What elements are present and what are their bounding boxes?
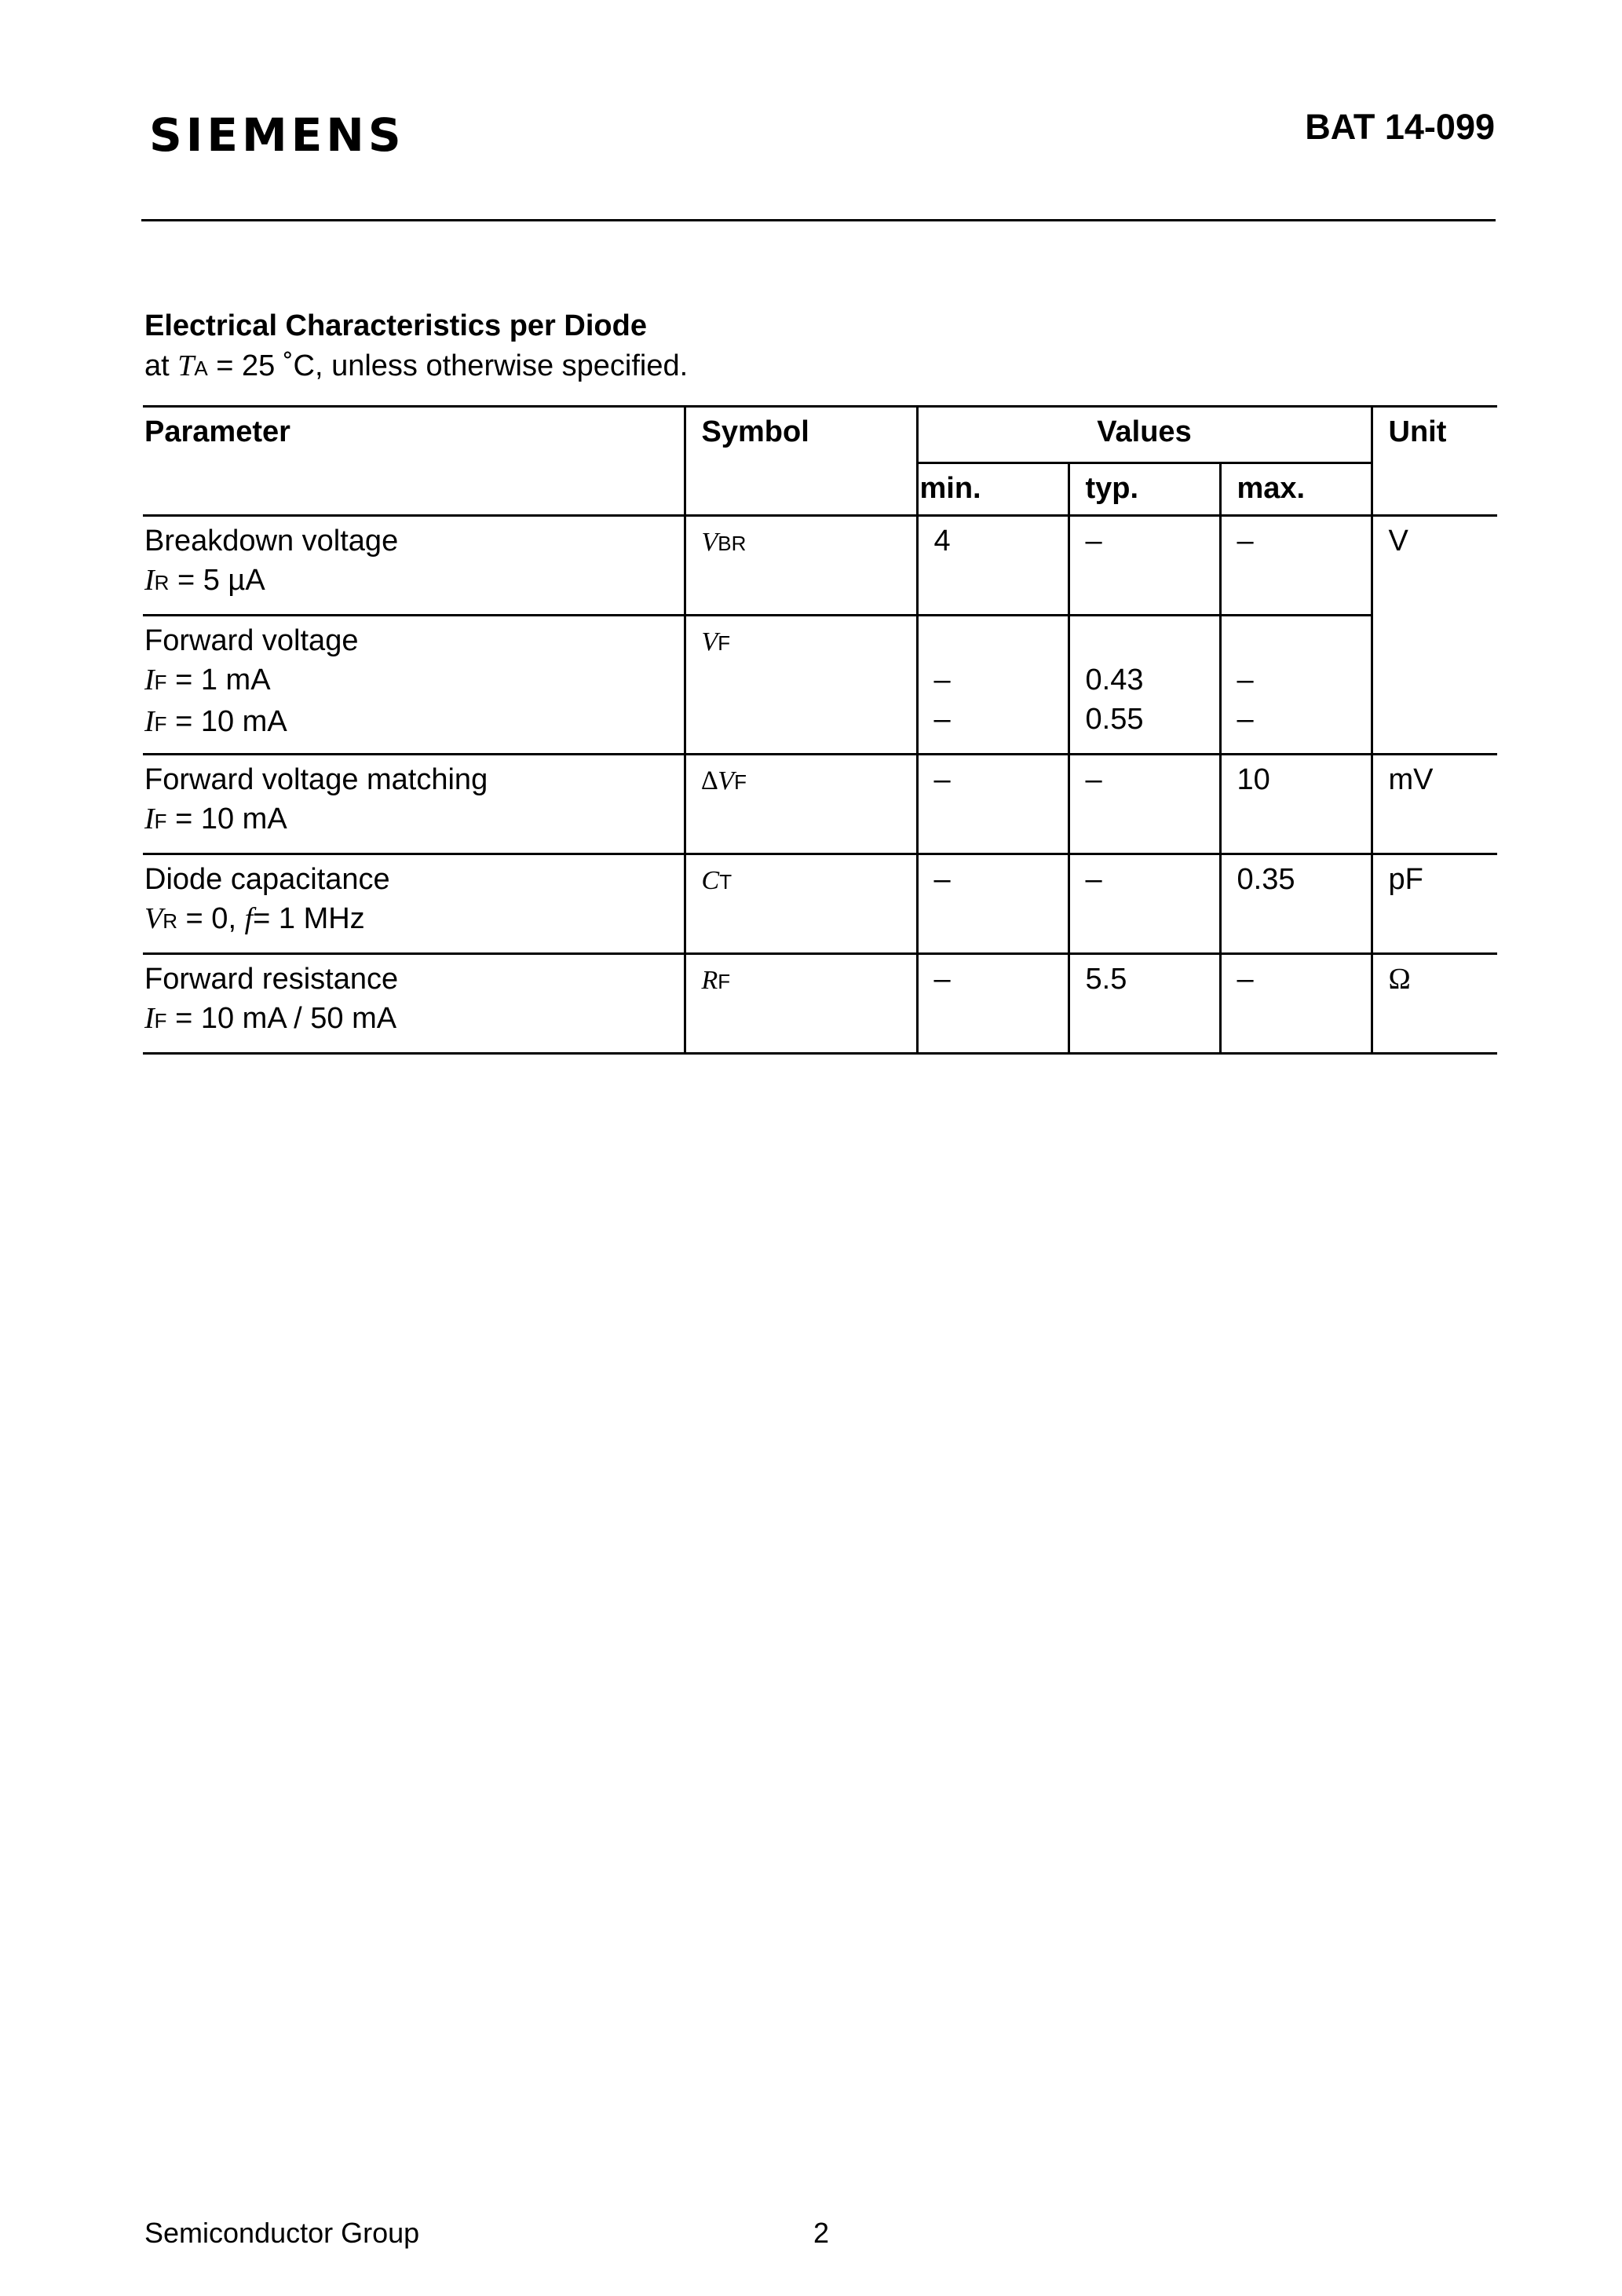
subtitle-prefix: at <box>144 349 178 382</box>
symbol-cell: VF <box>685 616 917 755</box>
condition-line: IF = 10 mA / 50 mA <box>144 1002 397 1035</box>
max-cell: – <box>1220 954 1372 1054</box>
footer-group: Semiconductor Group <box>144 2217 420 2249</box>
header-values: Values <box>917 407 1372 463</box>
table-row <box>143 755 1497 854</box>
parameter-cell <box>143 616 685 755</box>
table-row <box>143 954 1497 1054</box>
min-cell: 4 <box>917 516 1069 616</box>
unit-cell: V <box>1372 516 1497 755</box>
typ-cell: – <box>1069 755 1220 854</box>
symbol-cell: RF <box>685 954 917 1054</box>
max-cell: – <box>1220 516 1372 616</box>
condition-line: IR = 5 µA <box>144 564 265 597</box>
table-row <box>143 616 1497 755</box>
header-parameter: Parameter <box>143 407 685 516</box>
header-max: max. <box>1220 462 1372 515</box>
subtitle-suffix: = 25 ˚C, unless otherwise specified. <box>207 349 689 382</box>
condition-line: VR = 0, f= 1 MHz <box>144 902 365 935</box>
min-cell: – – <box>917 616 1069 755</box>
typ-cell: 5.5 <box>1069 954 1220 1054</box>
table-row <box>143 854 1497 954</box>
parameter-cell <box>143 755 685 854</box>
siemens-logo: SIEMENS <box>149 108 405 162</box>
min-cell: – <box>917 854 1069 954</box>
condition-line: IF = 1 mA <box>144 664 271 696</box>
symbol-cell: VBR <box>685 516 917 616</box>
max-cell: 10 <box>1220 755 1372 854</box>
parameter-name: Forward resistance <box>144 963 399 996</box>
parameter-cell <box>143 854 685 954</box>
max-cell: – – <box>1220 616 1372 755</box>
header-unit: Unit <box>1372 407 1497 516</box>
min-cell: – <box>917 954 1069 1054</box>
parameter-cell <box>143 516 685 616</box>
subtitle-symbol: TA <box>177 349 208 382</box>
header-min: min. <box>917 462 1069 515</box>
typ-cell: – <box>1069 516 1220 616</box>
max-cell: 0.35 <box>1220 854 1372 954</box>
parameter-name: Forward voltage <box>144 624 359 657</box>
min-cell: – <box>917 755 1069 854</box>
header-typ: typ. <box>1069 462 1220 515</box>
symbol-cell: CT <box>685 854 917 954</box>
characteristics-table <box>143 405 1497 1055</box>
unit-cell: mV <box>1372 755 1497 854</box>
part-number: BAT 14-099 <box>1305 107 1495 147</box>
typ-cell: 0.43 0.55 <box>1069 616 1220 755</box>
header-rule <box>141 219 1496 221</box>
unit-cell: Ω <box>1372 954 1497 1054</box>
parameter-name: Breakdown voltage <box>144 525 399 558</box>
table-row <box>143 516 1497 616</box>
parameter-name: Forward voltage matching <box>144 763 488 796</box>
section-title: Electrical Characteristics per Diode <box>144 309 647 342</box>
condition-line: IF = 10 mA <box>144 705 287 738</box>
unit-cell: pF <box>1372 854 1497 954</box>
parameter-cell <box>143 954 685 1054</box>
header-row <box>143 407 1497 463</box>
header-symbol: Symbol <box>685 407 917 516</box>
section-subtitle <box>144 349 688 383</box>
parameter-name: Diode capacitance <box>144 863 390 896</box>
condition-line: IF = 10 mA <box>144 803 287 835</box>
symbol-cell: ∆VF <box>685 755 917 854</box>
typ-cell: – <box>1069 854 1220 954</box>
page-number: 2 <box>813 2217 830 2249</box>
